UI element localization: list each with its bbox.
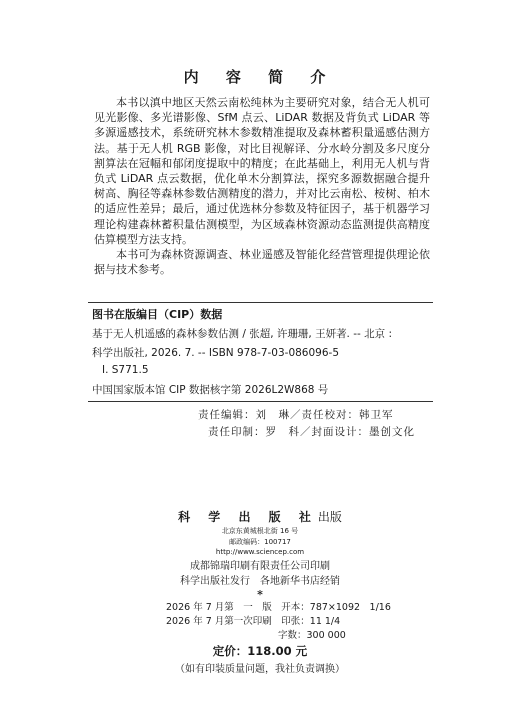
proofreader-name: 韩卫军 [359, 409, 394, 421]
cip-classification: Ⅰ. S771.5 [102, 364, 149, 376]
publisher-name: 科 学 出 版 社 [178, 510, 318, 524]
publisher-website: http://www.sciencep.com [215, 548, 305, 556]
summary-paragraph: 本书以滇中地区天然云南松纯林为主要研究对象，结合无人机可见光影像、多光谱影像、SfM 点云、LiDAR 数据及背负式 LiDAR 等多源遥感技术，系统研究林木参数精准提取及森林蓄积量遥感估测方法。基于无人机 RGB 影像，对比目视解译、分水岭分割及多尺度分割算法在冠幅和郁闭度提取中的精度；在此基础上，利用无人机与背负式 LiDAR 点云数据，优化单木分割算法，探究多源数据融合提升树高、胸径等森林参数估测精度的潜力，并对比云南松、桉树、柏木的适应性差异；最后，通过优选林分参数及特征因子，基于机器学习理论构建森林蓄积量估测模型，为区域森林资源动态监测提供高精度估算模型方法支持。 [94, 96, 430, 246]
cip-line: 科学出版社, 2026. 7. -- ISBN 978-7-03-086096-5 [92, 347, 340, 359]
print-manager-label: 责任印制： [208, 426, 266, 438]
credits-line-production [208, 424, 415, 439]
proofreader-label: ／责任校对： [290, 409, 359, 421]
summary-body [94, 95, 430, 277]
cip-heading: 图书在版编目（CIP）数据 [92, 308, 223, 321]
credits-line-editorial [198, 407, 394, 422]
print-manager-name: 罗 科 [265, 426, 300, 438]
word-count: 字数：300 000 [278, 630, 346, 641]
editor-label: 责任编辑： [198, 409, 256, 421]
price: 定价：118.00 元 [212, 644, 308, 658]
cip-record-number: 中国国家版本馆 CIP 数据核字第 2026L2W868 号 [92, 384, 329, 396]
distribution-info: 科学出版社发行 各地新华书店经销 [180, 576, 340, 587]
edition-line: 2026 年 7 月第 一 版 开本：787×1092 1/16 [166, 602, 391, 613]
cip-bottom-rule [88, 401, 433, 402]
section-separator: * [257, 588, 263, 601]
printer-info: 成都锦瑞印刷有限责任公司印刷 [190, 561, 330, 572]
printing-line: 2026 年 7 月第一次印刷 印张：11 1/4 [166, 616, 341, 627]
publisher-address: 北京东黄城根北街 16 号 [221, 527, 299, 535]
cover-designer-label: ／封面设计： [300, 426, 369, 438]
cip-top-rule [88, 302, 433, 303]
cip-line: 基于无人机遥感的森林参数估测 / 张超, 许珊珊, 王妍著. -- 北京 : [92, 328, 393, 340]
summary-paragraph: 本书可为森林资源调查、林业遥感及智能化经营管理提供理论依据与技术参考。 [94, 248, 430, 277]
publisher-line [0, 508, 520, 525]
cover-designer-name: 墨创文化 [369, 426, 415, 438]
quality-notice: （如有印装质量问题，我社负责调换） [175, 664, 345, 675]
editor-name: 刘 琳 [255, 409, 290, 421]
publisher-suffix: 出版 [317, 510, 342, 524]
publisher-postcode: 邮政编码：100717 [229, 538, 291, 546]
summary-title: 内 容 简 介 [183, 68, 337, 86]
